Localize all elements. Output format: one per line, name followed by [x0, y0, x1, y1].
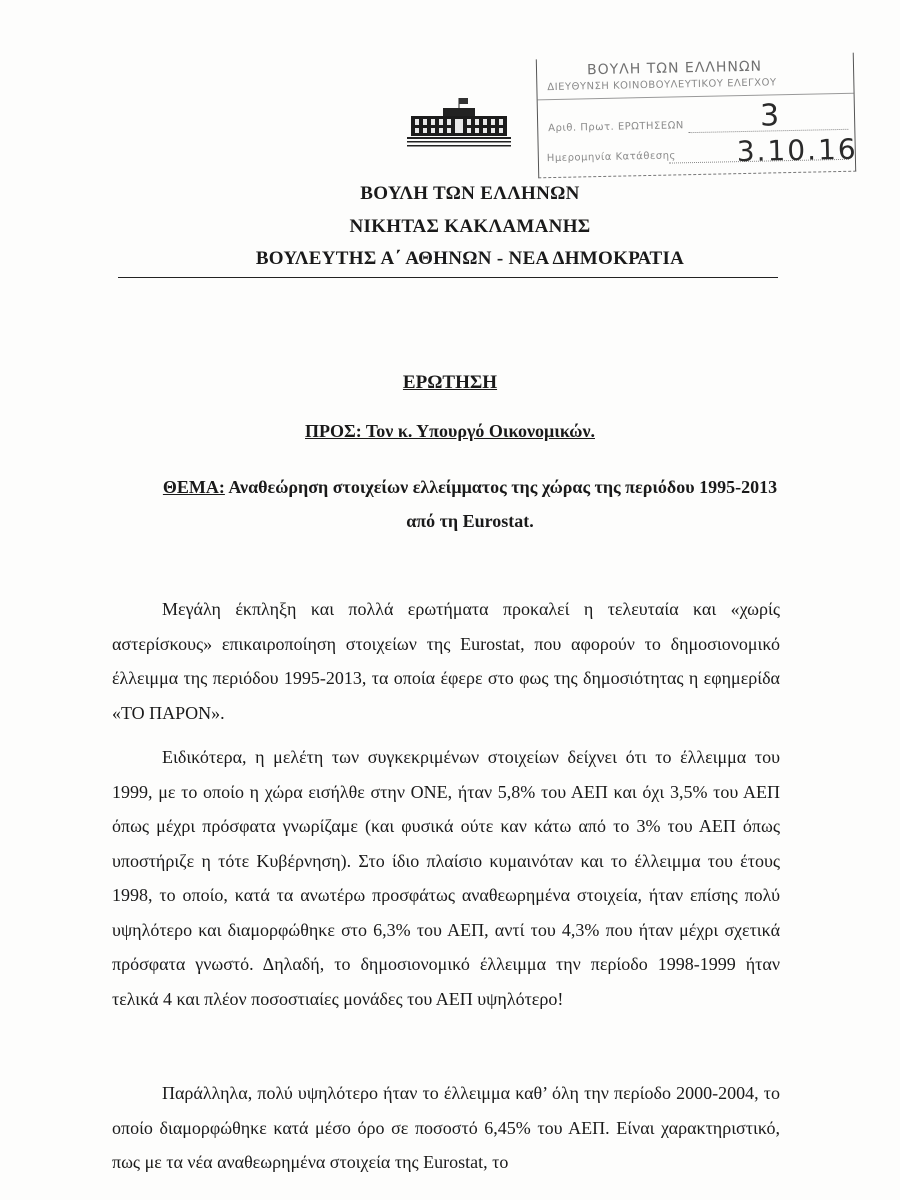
stamp-date-value: 3.10.16 [736, 132, 858, 169]
letterhead-position: ΒΟΥΛΕΥΤΗΣ Α΄ ΑΘΗΝΩΝ - ΝΕΑ ΔΗΜΟΚΡΑΤΙΑ [255, 248, 685, 269]
parliament-emblem-icon [405, 96, 513, 148]
stamp-title: ΒΟΥΛΗ ΤΩΝ ΕΛΛΗΝΩΝ [586, 58, 763, 79]
letterhead-divider [118, 277, 778, 278]
stamp-protocol-label: Αριθ. Πρωτ. ΕΡΩΤΗΣΕΩΝ [548, 120, 684, 135]
document-type-heading: ΕΡΩΤΗΣΗ [402, 372, 498, 393]
stamp-divider [538, 93, 854, 101]
subject-label: ΘΕΜΑ: [162, 477, 225, 497]
subject-text: Αναθεώρηση στοιχείων ελλείμματος της χώρας της περιόδου 1995-2013 από τη Eurostat. [224, 477, 778, 531]
letterhead-name: ΝΙΚΗΤΑΣ ΚΑΚΛΑΜΑΝΗΣ [349, 216, 591, 237]
letterhead-institution: ΒΟΥΛΗ ΤΩΝ ΕΛΛΗΝΩΝ [360, 183, 580, 204]
recipient-line: ΠΡΟΣ: Τον κ. Υπουργό Οικονομικών. [305, 421, 595, 441]
body-paragraph-1: Μεγάλη έκπληξη και πολλά ερωτήματα προκαλεί η τελευταία και «χωρίς αστερίσκους» επικαιροποίηση στοιχείων της Eurostat, που αφορούν το δημοσιονομικό έλλειμμα της περιόδου 1995-2013, τα οποία έφερε στο φως της δημοσιότητας η εφημερίδα «ΤΟ ΠΑΡΟΝ». [112, 599, 780, 723]
registration-stamp [536, 53, 856, 179]
subject-line [150, 470, 790, 538]
stamp-date-label: Ημερομηνία Κατάθεσης [546, 150, 676, 165]
body-paragraph-3: Παράλληλα, πολύ υψηλότερο ήταν το έλλειμμα καθ’ όλη την περίοδο 2000-2004, το οποίο διαμορφώθηκε κατά μέσο όρο σε ποσοστό 6,45% του ΑΕΠ. Είναι χαρακτηριστικό, πως με τα νέα αναθεωρημένα στοιχεία της Eurostat, το [112, 1083, 780, 1172]
stamp-protocol-number: 3 [759, 98, 780, 134]
stamp-department: ΔΙΕΥΘΥΝΣΗ ΚΟΙΝΟΒΟΥΛΕΥΤΙΚΟΥ ΕΛΕΓΧΟΥ [547, 77, 777, 94]
body-paragraph-2: Ειδικότερα, η μελέτη των συγκεκριμένων στοιχείων δείχνει ότι το έλλειμμα του 1999, με το οποίο η χώρα εισήλθε στην ΟΝΕ, ήταν 5,8% του ΑΕΠ και όχι 3,5% του ΑΕΠ όπως μέχρι πρόσφατα γνωρίζαμε (και φυσικά ούτε καν κάτω από το 3% του ΑΕΠ όπως υποστήριζε η τότε Κυβέρνηση). Στο ίδιο πλαίσιο κυμαινόταν και το έλλειμμα του έτους 1998, το οποίο, κατά τα ανωτέρω προσφάτως αναθεωρημένα στοιχεία, ήταν επίσης πολύ υψηλότερο και διαμορφώθηκε στο 6,3% του ΑΕΠ, αντί του 4,3% που ήταν μέχρι σχετικά πρόσφατα γνωστό. Δηλαδή, το δημοσιονομικό έλλειμμα την περίοδο 1998-1999 ήταν τελικά 4 και πλέον ποσοστιαίες μονάδες του ΑΕΠ υψηλότερο! [112, 747, 780, 1009]
